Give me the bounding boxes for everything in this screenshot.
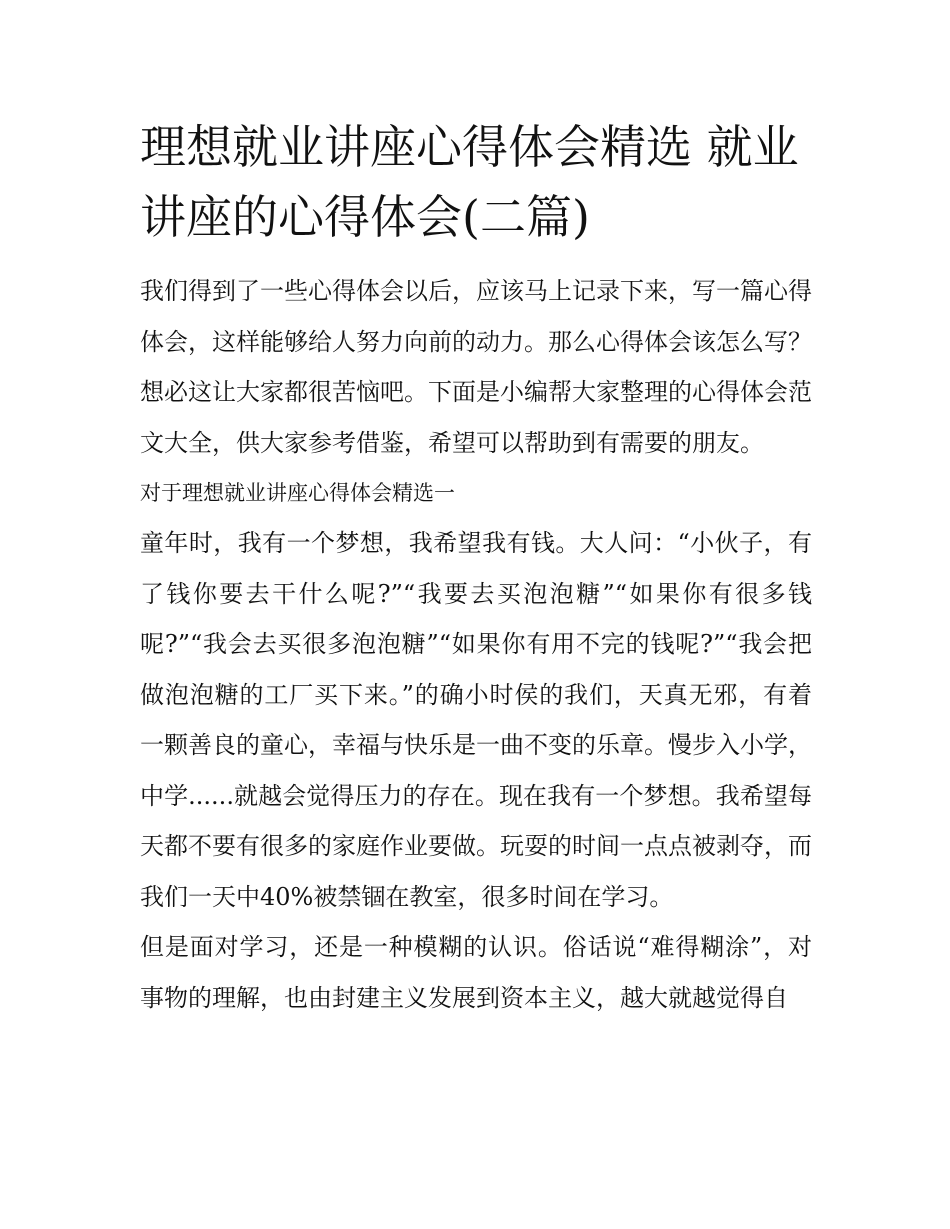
section-heading: 对于理想就业讲座心得体会精选一 [140,481,455,505]
document-title: 理想就业讲座心得体会精选 就业讲座的心得体会(二篇) [140,120,799,244]
document-page [140,112,812,1023]
body-paragraph-1: 童年时，我有一个梦想，我希望我有钱。大人问：“小伙子，有了钱你要去干什么呢?”“我要去买泡泡糖”“如果你有很多钱呢?”“我会去买很多泡泡糖”“如果你有用不完的钱呢?”“我会把做泡泡糖的工厂买下来。”的确小时侯的我们，天真无邪，有着一颗善良的童心，幸福与快乐是一曲不变的乐章。慢步入小学，中学......就越会觉得压力的存在。现在我有一个梦想。我希望每天都不要有很多的家庭作业要做。玩耍的时间一点点被剥夺，而我们一天中40%被禁锢在教室，很多时间在学习。 [140,529,812,911]
body-paragraph-2: 但是面对学习，还是一种模糊的认识。俗话说“难得糊涂”，对事物的理解，也由封建主义发展到资本主义，越大就越觉得自 [140,933,812,1012]
intro-paragraph: 我们得到了一些心得体会以后，应该马上记录下来，写一篇心得体会，这样能够给人努力向前的动力。那么心得体会该怎么写？想必这让大家都很苦恼吧。下面是小编帮大家整理的心得体会范文大全，供大家参考借鉴，希望可以帮助到有需要的朋友。 [140,277,812,457]
